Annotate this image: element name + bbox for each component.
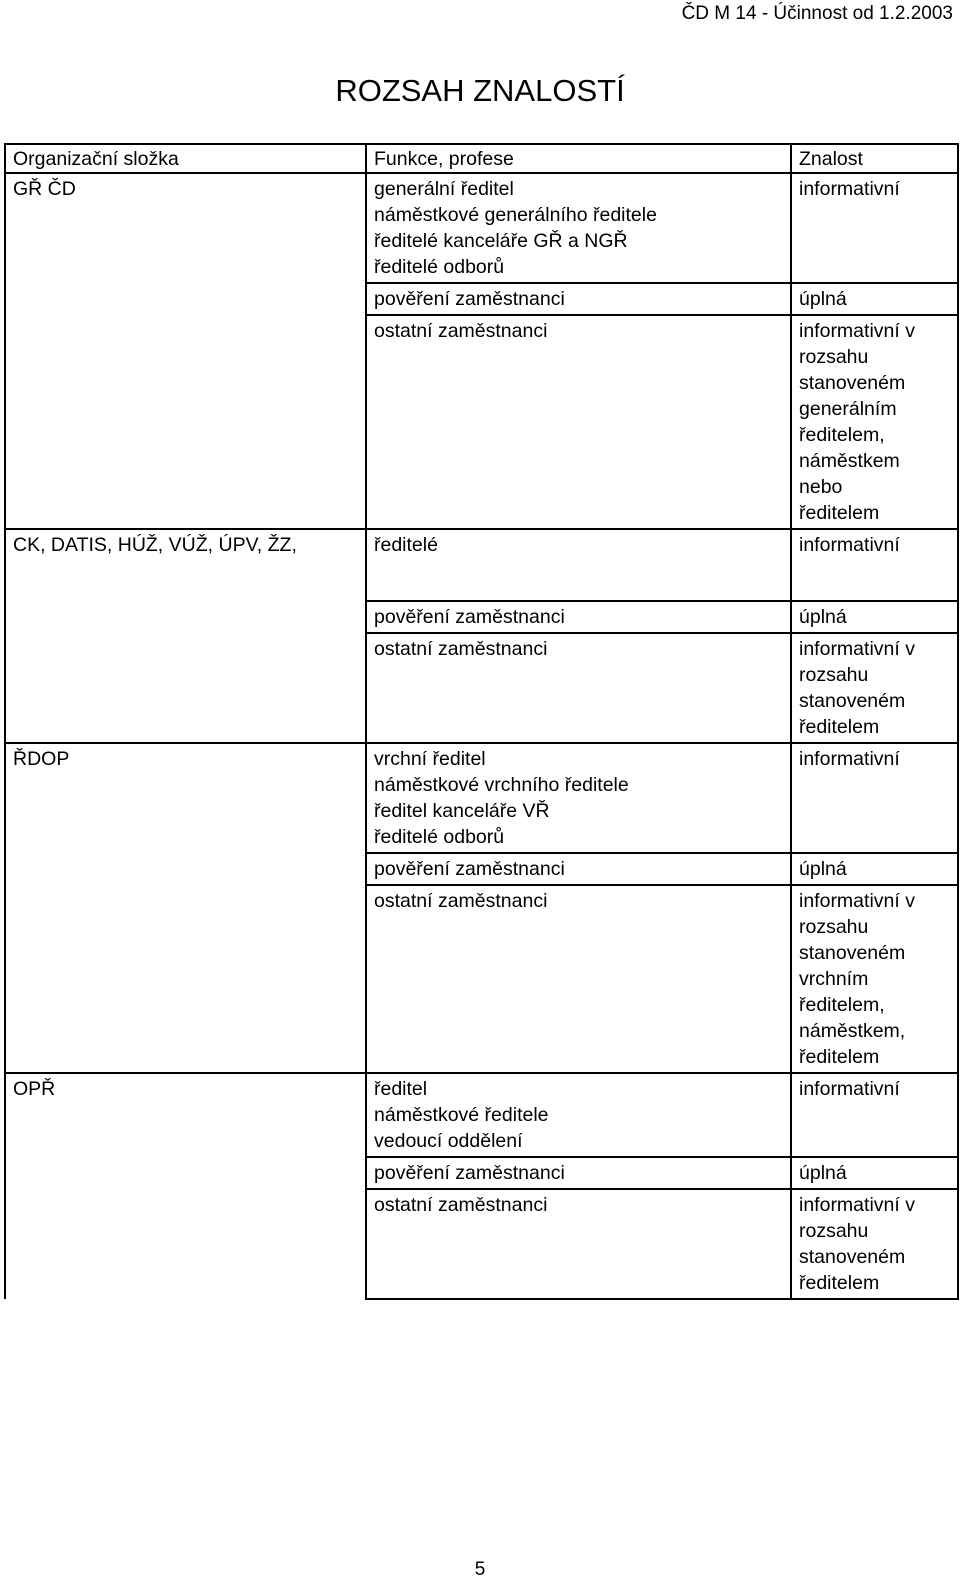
funkce-line: náměstkové ředitele [374,1104,549,1126]
znalost-line: nebo [799,476,843,498]
org-unit-cell: GŘ ČD [5,173,366,529]
funkce-line: pověření zaměstnanci [374,858,565,880]
znalost-cell [791,283,958,315]
znalost-line: náměstkem [799,450,900,472]
znalost-line: rozsahu [799,916,869,938]
znalost-cell [791,1189,958,1299]
table-row [5,1073,958,1157]
table-row [5,173,958,283]
znalost-line: stanoveném [799,942,906,964]
znalost-line: ředitelem [799,1272,880,1294]
funkce-cell [366,283,791,315]
page-title: ROZSAH ZNALOSTÍ [335,73,625,108]
znalost-line: informativní v [799,1194,915,1216]
znalost-line: stanoveném [799,1246,906,1268]
funkce-line: generální ředitel [374,178,514,200]
funkce-cell [366,1073,791,1157]
funkce-line: pověření zaměstnanci [374,1162,565,1184]
funkce-cell [366,1157,791,1189]
znalost-line: informativní v [799,890,915,912]
funkce-cell [366,1189,791,1299]
column-header-znalost: Znalost [791,144,958,173]
znalost-line: vrchním [799,968,869,990]
org-unit-cell: ŘDOP [5,743,366,1073]
funkce-line: ředitelé odborů [374,826,505,848]
funkce-line: vedoucí oddělení [374,1130,523,1152]
znalost-cell [791,315,958,529]
znalost-line: stanoveném [799,372,906,394]
funkce-cell [366,743,791,853]
znalost-line: úplná [799,858,847,880]
funkce-line: pověření zaměstnanci [374,288,565,310]
znalost-line: informativní [799,748,900,770]
funkce-cell [366,529,791,601]
znalost-cell [791,1157,958,1189]
funkce-line: vrchní ředitel [374,748,486,770]
funkce-line: ředitelé odborů [374,256,505,278]
znalost-cell [791,601,958,633]
funkce-cell [366,173,791,283]
org-unit-cell: CK, DATIS, HÚŽ, VÚŽ, ÚPV, ŽZ, [5,529,366,743]
znalost-line: informativní [799,534,900,556]
znalost-cell [791,633,958,743]
funkce-line: náměstkové generálního ředitele [374,204,657,226]
table-header-row [5,144,958,173]
funkce-cell [366,853,791,885]
column-header-funkce: Funkce, profese [366,144,791,173]
funkce-line: ostatní zaměstnanci [374,890,548,912]
funkce-cell [366,315,791,529]
znalost-line: ředitelem [799,1046,880,1068]
funkce-line: náměstkové vrchního ředitele [374,774,629,796]
znalost-cell [791,1073,958,1157]
document-header: ČD M 14 - Účinnost od 1.2.2003 [681,3,953,24]
funkce-cell [366,885,791,1073]
znalost-line: stanoveném [799,690,906,712]
znalost-line: informativní v [799,320,915,342]
table-body [5,173,958,1299]
znalost-cell [791,529,958,601]
funkce-line: pověření zaměstnanci [374,606,565,628]
znalost-line: informativní [799,178,900,200]
znalost-line: rozsahu [799,1220,869,1242]
funkce-line: ředitelé [374,534,438,556]
funkce-cell [366,633,791,743]
knowledge-scope-table [4,143,959,1300]
znalost-cell [791,853,958,885]
org-unit-cell: OPŘ [5,1073,366,1299]
znalost-cell [791,885,958,1073]
table-row [5,529,958,601]
funkce-line: ostatní zaměstnanci [374,638,548,660]
funkce-cell [366,601,791,633]
znalost-line: rozsahu [799,346,869,368]
znalost-cell [791,743,958,853]
funkce-line: ředitelé kanceláře GŘ a NGŘ [374,230,628,252]
znalost-line: úplná [799,606,847,628]
znalost-line: úplná [799,1162,847,1184]
funkce-line: ředitel kanceláře VŘ [374,800,550,822]
table-row [5,743,958,853]
page-number: 5 [474,1559,486,1580]
znalost-line: náměstkem, [799,1020,906,1042]
znalost-line: generálním [799,398,897,420]
znalost-line: informativní [799,1078,900,1100]
znalost-line: úplná [799,288,847,310]
znalost-line: ředitelem, [799,424,885,446]
znalost-line: ředitelem [799,502,880,524]
znalost-line: rozsahu [799,664,869,686]
znalost-line: ředitelem, [799,994,885,1016]
funkce-line: ostatní zaměstnanci [374,320,548,342]
znalost-line: informativní v [799,638,915,660]
znalost-line: ředitelem [799,716,880,738]
column-header-org: Organizační složka [5,144,366,173]
funkce-line: ostatní zaměstnanci [374,1194,548,1216]
funkce-line: ředitel [374,1078,428,1100]
znalost-cell [791,173,958,283]
